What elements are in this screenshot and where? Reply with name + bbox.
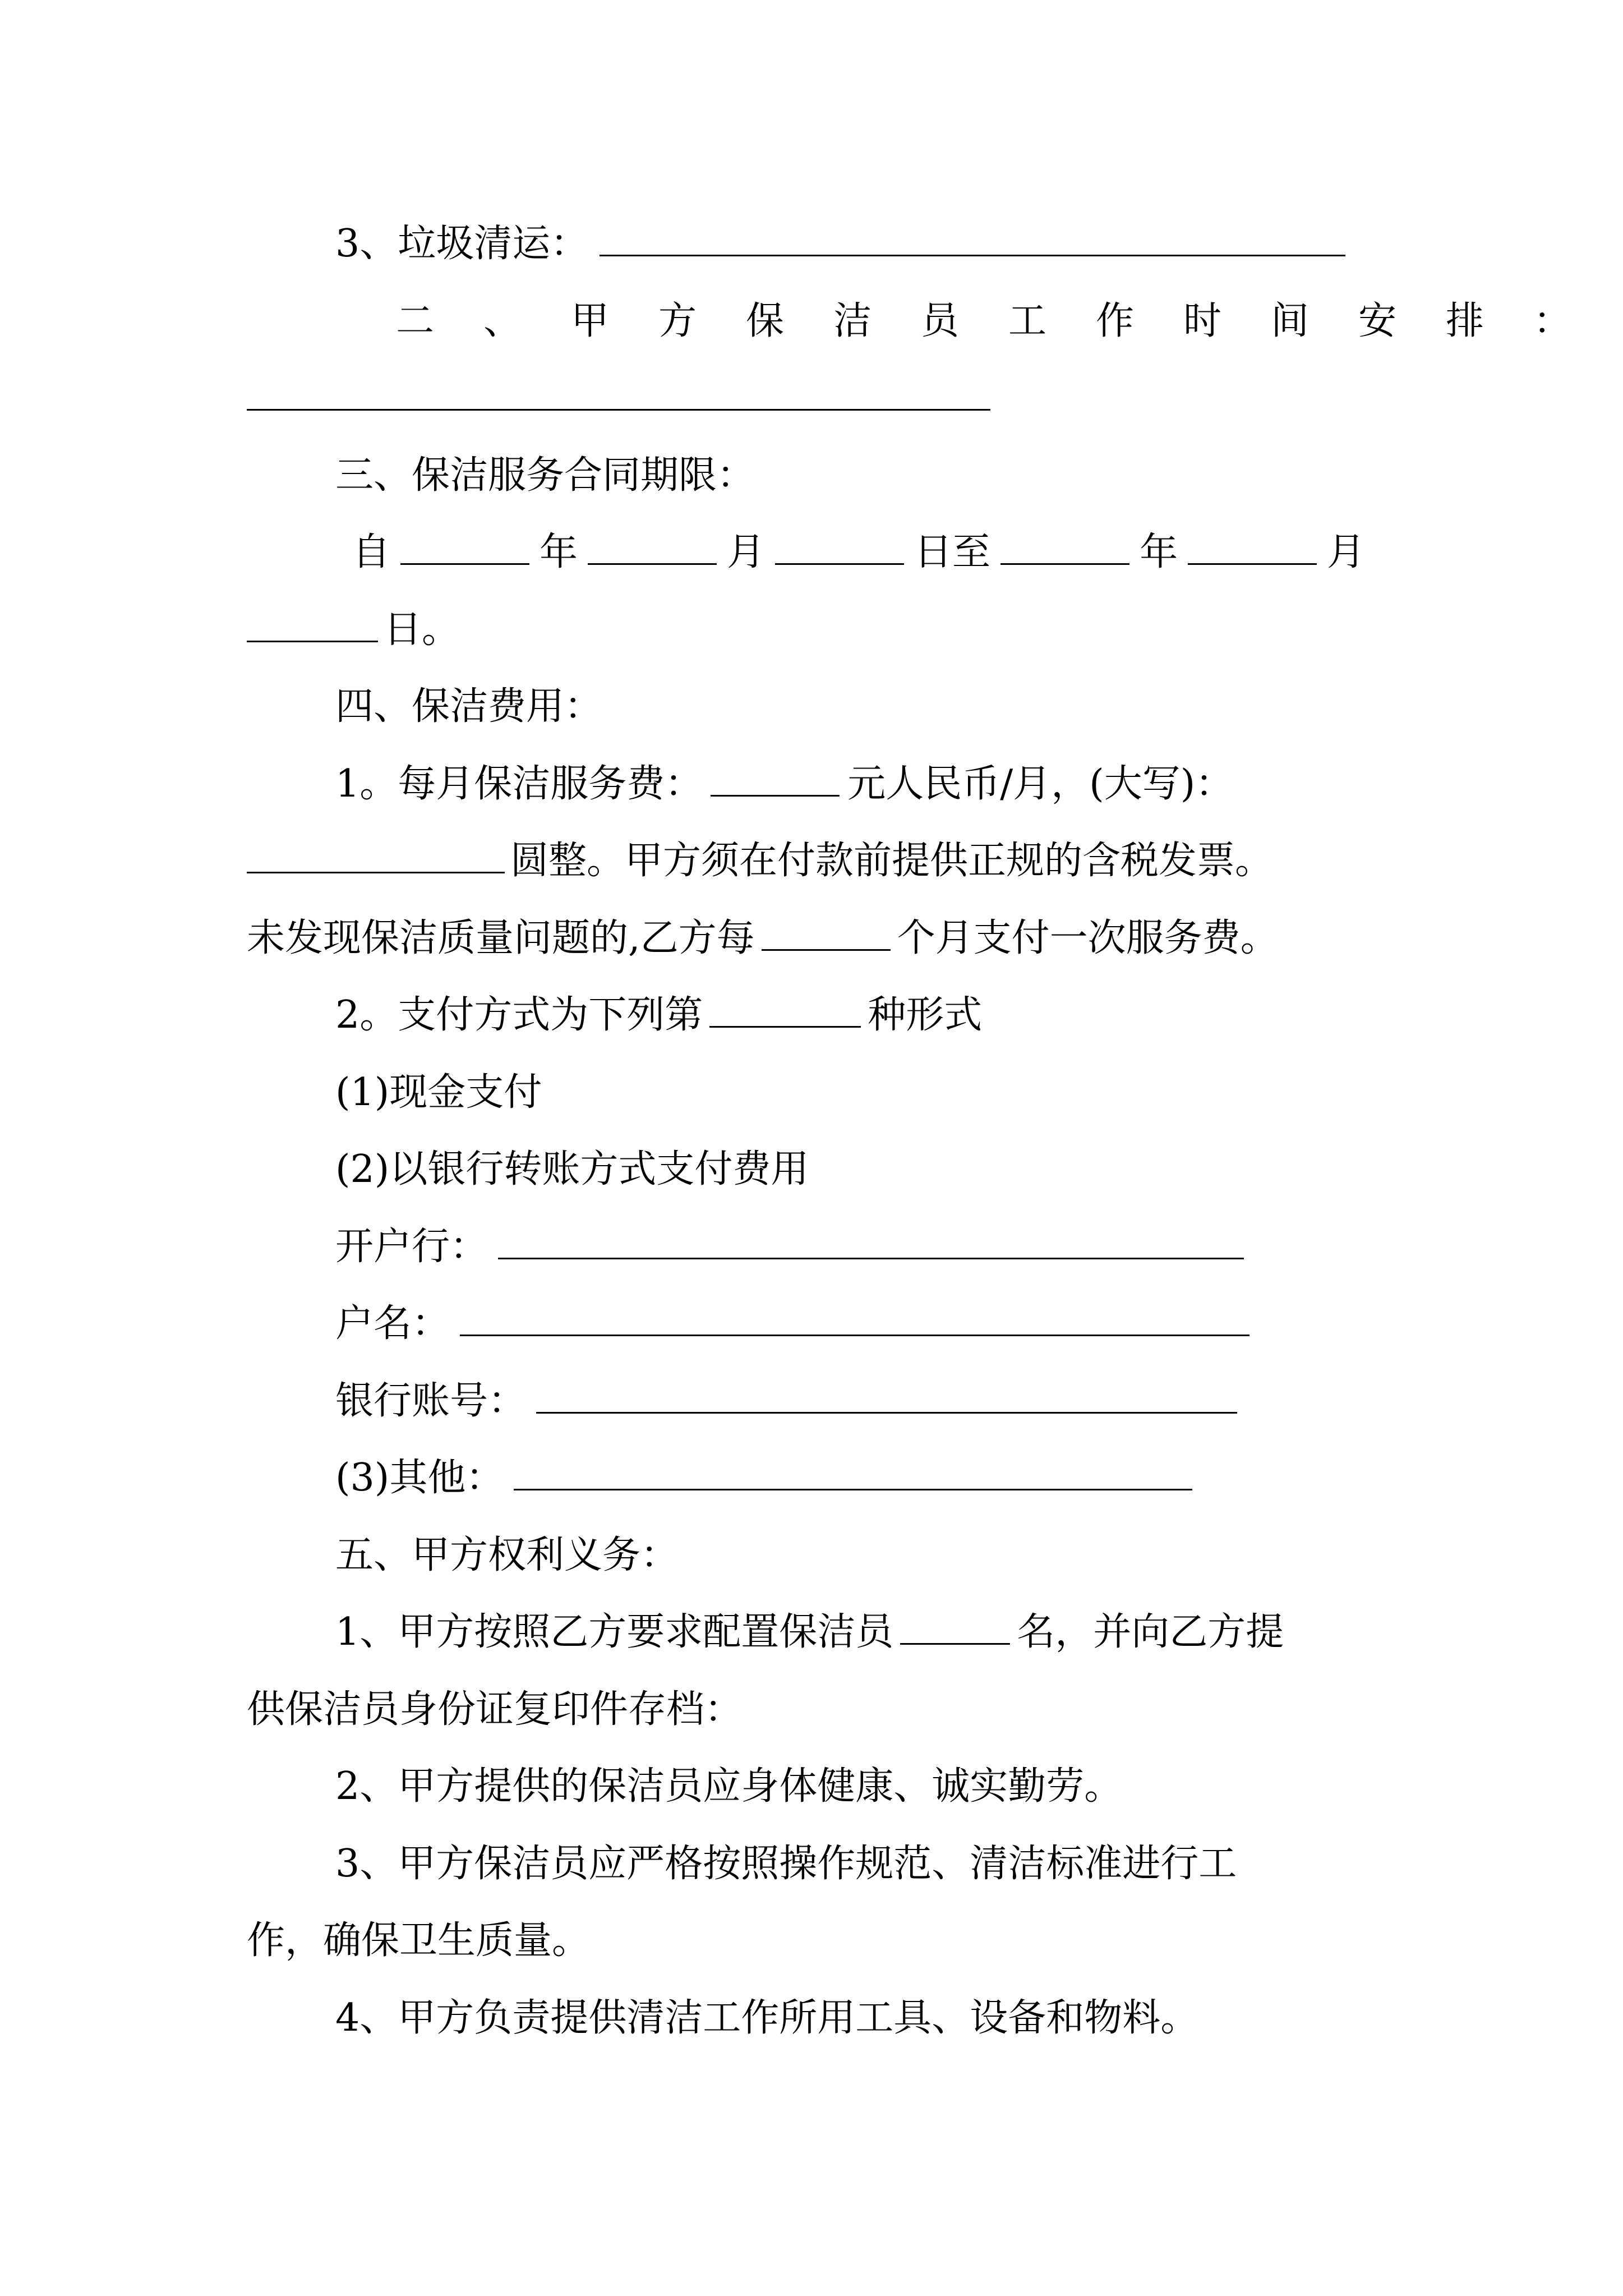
garbage-removal-blank[interactable]	[600, 215, 1345, 256]
account-name-blank[interactable]	[460, 1295, 1249, 1336]
line-term-end-day	[247, 599, 460, 661]
health-clause: 2、甲方提供的保洁员应身体健康、诚实勤劳。	[335, 1764, 1123, 1809]
line-party-a-rights	[335, 1525, 679, 1586]
end-year-blank[interactable]	[1000, 524, 1129, 565]
monthly-fee-unit-label: 元人民币/月，(大写)：	[847, 762, 1234, 806]
line-staffing	[335, 1602, 1284, 1663]
line-garbage-removal	[335, 213, 1345, 275]
line-monthly-fee	[335, 753, 1233, 815]
term-from-label: 自	[352, 530, 391, 574]
line-standards	[335, 1833, 1237, 1895]
other-option-blank[interactable]	[514, 1450, 1192, 1490]
line-account-name	[335, 1293, 1249, 1355]
monthly-fee-label: 1。每月保洁服务费：	[335, 762, 703, 806]
payment-interval-blank[interactable]	[762, 910, 891, 951]
cash-option: (1)现金支付	[335, 1070, 542, 1115]
month-label: 月	[727, 530, 766, 574]
line-payment-interval	[247, 908, 1279, 969]
payment-interval-text: 未发现保洁质量问题的,乙方每	[247, 916, 755, 960]
month-label-2: 月	[1327, 530, 1366, 574]
year-label: 年	[540, 530, 578, 574]
start-day-blank[interactable]	[775, 524, 904, 565]
account-name-label: 户名：	[335, 1301, 450, 1346]
party-a-rights-heading: 五、甲方权利义务：	[335, 1533, 679, 1577]
staffing-text-2: 名，并向乙方提	[1017, 1610, 1284, 1654]
cleaner-count-blank[interactable]	[900, 1604, 1010, 1645]
line-term-dates	[352, 522, 1365, 583]
bank-name-blank[interactable]	[498, 1218, 1244, 1259]
start-month-blank[interactable]	[588, 524, 717, 565]
line-payment-method	[335, 984, 982, 1046]
line-bank-name	[335, 1216, 1244, 1278]
standards-clause: 3、甲方保洁员应严格按照操作规范、清洁标准进行工	[335, 1842, 1237, 1886]
work-schedule-heading: 二、甲方保洁员工作时间安排：	[396, 299, 1621, 343]
tools-clause: 4、甲方负责提供清洁工作所用工具、设备和物料。	[335, 1996, 1199, 2040]
line-bank-transfer	[335, 1139, 809, 1200]
account-number-blank[interactable]	[536, 1373, 1237, 1414]
fee-invoice-text: 圆整。甲方须在付款前提供正规的含税发票。	[510, 839, 1274, 883]
work-schedule-blank[interactable]	[247, 370, 990, 411]
end-day-blank[interactable]	[247, 601, 378, 642]
start-year-blank[interactable]	[400, 524, 529, 565]
line-contract-term	[335, 445, 755, 507]
line-fees	[335, 676, 602, 738]
payment-method-label: 2。支付方式为下列第	[335, 993, 703, 1037]
other-option-label: (3)其他：	[335, 1456, 504, 1500]
fees-heading: 四、保洁费用：	[335, 684, 603, 729]
year-label-2: 年	[1140, 530, 1178, 574]
line-account-number	[335, 1370, 1237, 1432]
line-work-schedule	[396, 291, 1621, 352]
line-other	[335, 1447, 1192, 1509]
monthly-fee-blank[interactable]	[711, 756, 840, 797]
bank-name-label: 开户行：	[335, 1225, 488, 1269]
day-end-label: 日。	[384, 608, 460, 652]
line-id-copy	[247, 1679, 743, 1741]
end-month-blank[interactable]	[1188, 524, 1317, 565]
payment-method-blank[interactable]	[709, 987, 861, 1028]
quality-clause: 作，确保卫生质量。	[247, 1918, 591, 1963]
day-to-label: 日至	[914, 530, 991, 574]
line-cash	[335, 1062, 542, 1124]
staffing-text: 1、甲方按照乙方要求配置保洁员	[335, 1610, 894, 1654]
payment-method-suffix: 种形式	[868, 993, 983, 1037]
line-quality	[247, 1910, 590, 1972]
payment-interval-text-2: 个月支付一次服务费。	[897, 916, 1279, 960]
contract-term-heading: 三、保洁服务合同期限：	[335, 453, 755, 498]
account-number-label: 银行账号：	[335, 1379, 527, 1423]
id-copy-text: 供保洁员身份证复印件存档：	[247, 1687, 743, 1732]
line-work-schedule-blank	[247, 367, 990, 429]
bank-transfer-option: (2)以银行转账方式支付费用	[335, 1147, 809, 1191]
line-fee-uppercase	[247, 830, 1273, 892]
line-health	[335, 1756, 1122, 1818]
garbage-removal-label: 3、垃圾清运：	[335, 222, 589, 266]
line-tools	[335, 1987, 1198, 2049]
fee-uppercase-blank[interactable]	[247, 832, 505, 873]
